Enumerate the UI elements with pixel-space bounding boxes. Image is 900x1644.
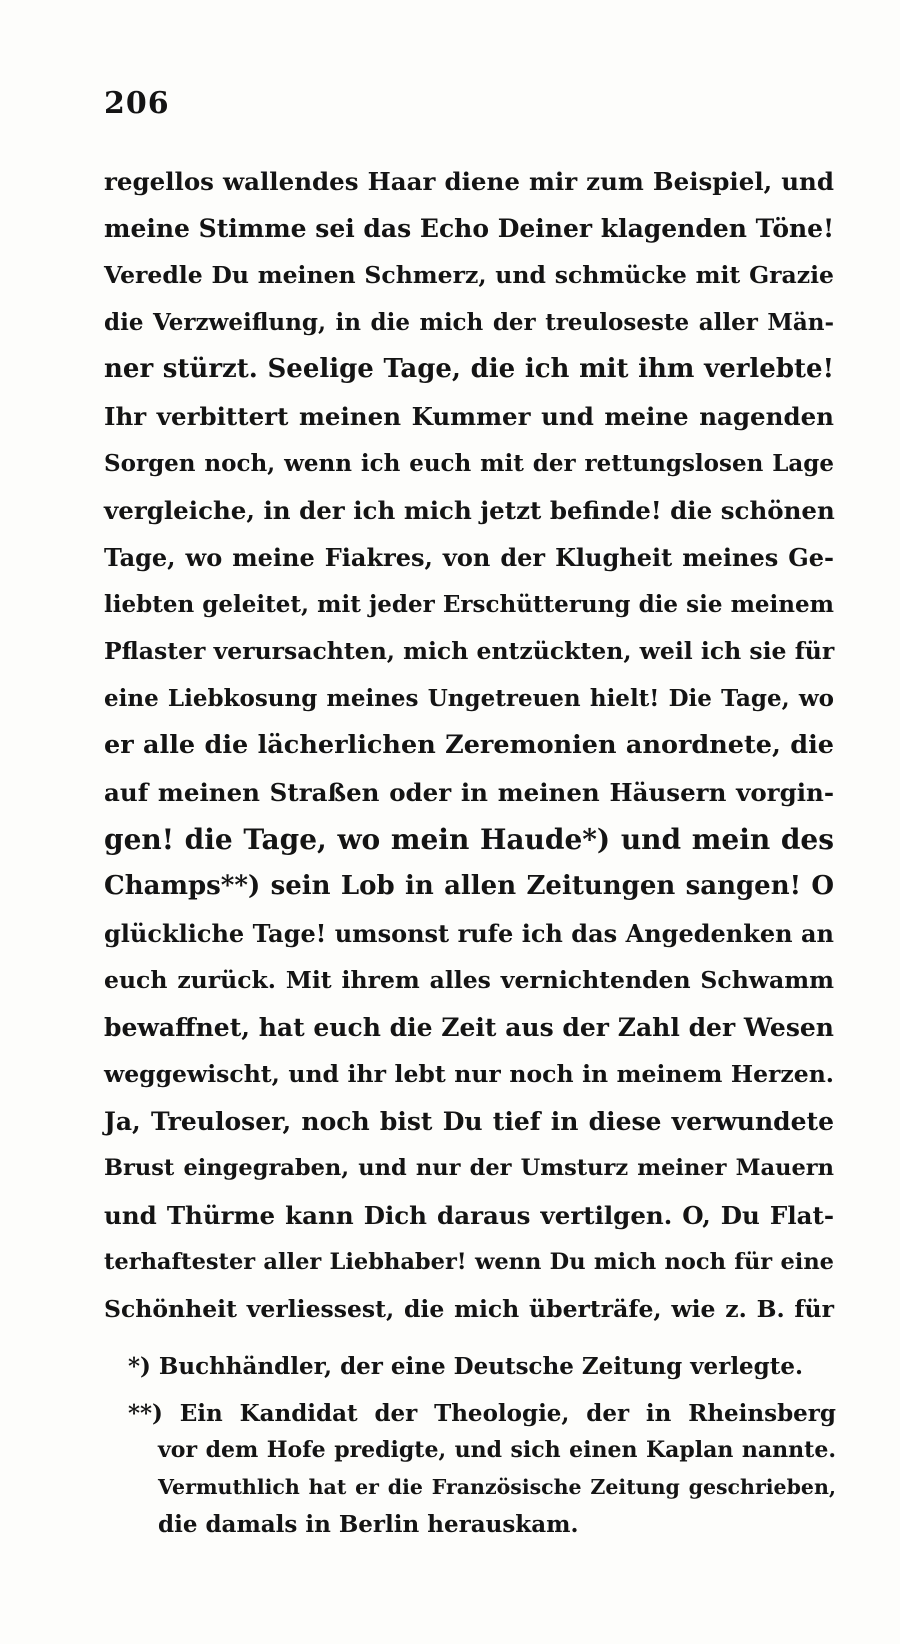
footnote-line: **) Ein Kandidat der Theologie, der in Rheinsberg [128,1400,836,1427]
text-line: die Verzweiflung, in die mich der treuloseste aller Män- [104,309,834,336]
footnote-line: Vermuthlich hat er die Französische Zeitung geschrieben, [158,1475,836,1499]
footnote-2 [128,1395,836,1543]
text-line: gen! die Tage, wo mein Haude*) und mein des [104,823,834,856]
text-line: Veredle Du meinen Schmerz, und schmücke mit Grazie [104,261,834,289]
footnote-1 [128,1348,836,1385]
text-line: liebten geleitet, mit jeder Erschütterung die sie meinem [104,591,834,618]
text-line: Champs**) sein Lob in allen Zeitungen sangen! O [104,871,834,901]
text-line: regellos wallendes Haar diene mir zum Beispiel, und [104,167,834,196]
text-line: weggewischt, und ihr lebt nur noch in meinem Herzen. [104,1060,834,1088]
text-line: Schönheit verliessest, die mich überträfe, wie z. B. für [104,1295,834,1323]
body-text [104,158,834,1333]
text-line: vergleiche, in der ich mich jetzt befinde! die schönen [104,496,835,525]
text-line: euch zurück. Mit ihrem alles vernichtenden Schwamm [104,966,834,994]
text-line: Tage, wo meine Fiakres, von der Klugheit meines Ge- [104,543,834,572]
text-line: Pflaster verursachten, mich entzückten, weil ich sie für [104,637,835,665]
footnote-line: *) Buchhändler, der eine Deutsche Zeitung verlegte. [128,1353,804,1380]
text-line: terhaftester aller Liebhaber! wenn Du mich noch für eine [104,1249,834,1275]
text-line: Ja, Treuloser, noch bist Du tief in diese verwundete [104,1107,834,1136]
text-line: ner stürzt. Seelige Tage, die ich mit ihm verlebte! [104,354,834,384]
text-line: und Thürme kann Dich daraus vertilgen. O, Du Flat- [104,1201,834,1230]
text-line: Ihr verbittert meinen Kummer und meine nagenden [104,402,834,431]
page-number: 206 [104,86,170,121]
footnotes [128,1348,836,1543]
text-line: auf meinen Straßen oder in meinen Häusern vorgin- [104,778,834,807]
text-line: meine Stimme sei das Echo Deiner klagenden Töne! [104,214,835,243]
text-line: glückliche Tage! umsonst rufe ich das Angedenken an [104,919,834,948]
footnote-line: die damals in Berlin herauskam. [158,1511,579,1538]
text-line: bewaffnet, hat euch die Zeit aus der Zahl der Wesen [104,1013,834,1042]
text-line: eine Liebkosung meines Ungetreuen hielt! Die Tage, wo [104,685,834,712]
text-line: Brust eingegraben, und nur der Umsturz meiner Mauern [104,1155,834,1181]
text-line: Sorgen noch, wenn ich euch mit der rettungslosen Lage [104,450,834,477]
text-line: er alle die lächerlichen Zeremonien anordnete, die [104,730,834,760]
footnote-line: vor dem Hofe predigte, und sich einen Kaplan nannte. [158,1437,836,1463]
footnote-gap [128,1385,836,1395]
